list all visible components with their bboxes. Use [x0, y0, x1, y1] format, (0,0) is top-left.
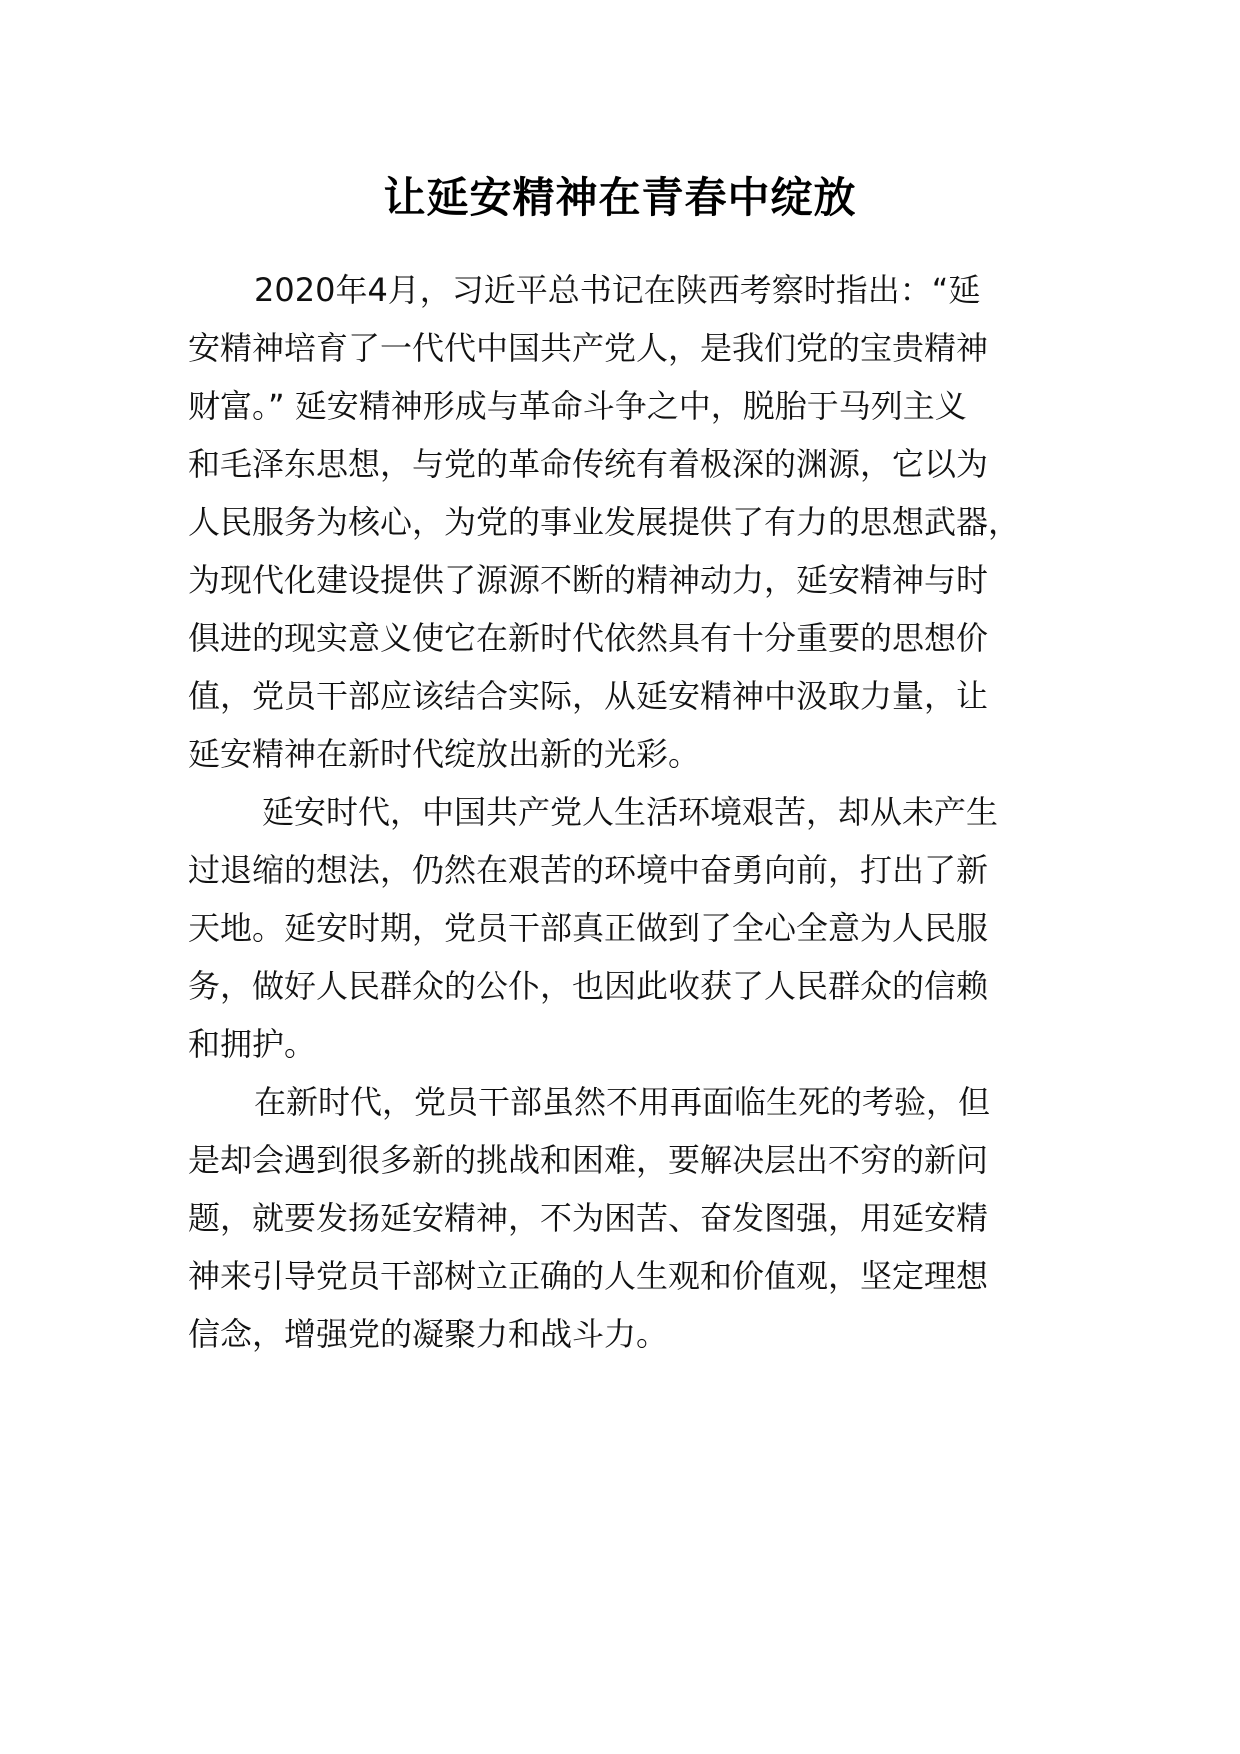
paragraph-2-line-2: 过退缩的想法，仍然在艰苦的环境中奋勇向前，打出了新: [188, 851, 989, 889]
paragraph-3-line-3: 题，就要发扬延安精神，不为困苦、奋发图强，用延安精: [188, 1199, 989, 1237]
document-title: 让延安精神在青春中绽放: [383, 173, 857, 222]
paragraph-1-line-3: 财富。” 延安精神形成与革命斗争之中，脱胎于马列主义: [188, 387, 967, 425]
paragraph-1-line-7: 俱进的现实意义使它在新时代依然具有十分重要的思想价: [188, 619, 989, 657]
paragraph-3-line-5: 信念，增强党的凝聚力和战斗力。: [188, 1315, 669, 1353]
paragraph-1-line-4: 和毛泽东思想，与党的革命传统有着极深的渊源，它以为: [188, 445, 989, 483]
paragraph-1-line-1: 2020年4月，习近平总书记在陕西考察时指出：“延: [254, 271, 981, 309]
paragraph-1-line-2: 安精神培育了一代代中国共产党人，是我们党的宝贵精神: [188, 329, 989, 367]
paragraph-1-line-8: 值，党员干部应该结合实际，从延安精神中汲取力量，让: [188, 677, 989, 715]
paragraph-2-line-4: 务，做好人民群众的公仆，也因此收获了人民群众的信赖: [188, 967, 989, 1005]
paragraph-1-line-9: 延安精神在新时代绽放出新的光彩。: [188, 735, 701, 773]
paragraph-1-line-5: 人民服务为核心，为党的事业发展提供了有力的思想武器，: [188, 503, 1021, 541]
paragraph-3-line-1: 在新时代，党员干部虽然不用再面临生死的考验，但: [254, 1083, 991, 1121]
paragraph-2-line-5: 和拥护。: [188, 1025, 317, 1063]
paragraph-3-line-2: 是却会遇到很多新的挑战和困难，要解决层出不穷的新问: [188, 1141, 989, 1179]
paragraph-2-line-1: 延安时代，中国共产党人生活环境艰苦，却从未产生: [262, 793, 999, 831]
paragraph-1-line-6: 为现代化建设提供了源源不断的精神动力，延安精神与时: [188, 561, 989, 599]
paragraph-3-line-4: 神来引导党员干部树立正确的人生观和价值观，坚定理想: [188, 1257, 989, 1295]
paragraph-2-line-3: 天地。延安时期，党员干部真正做到了全心全意为人民服: [188, 909, 989, 947]
